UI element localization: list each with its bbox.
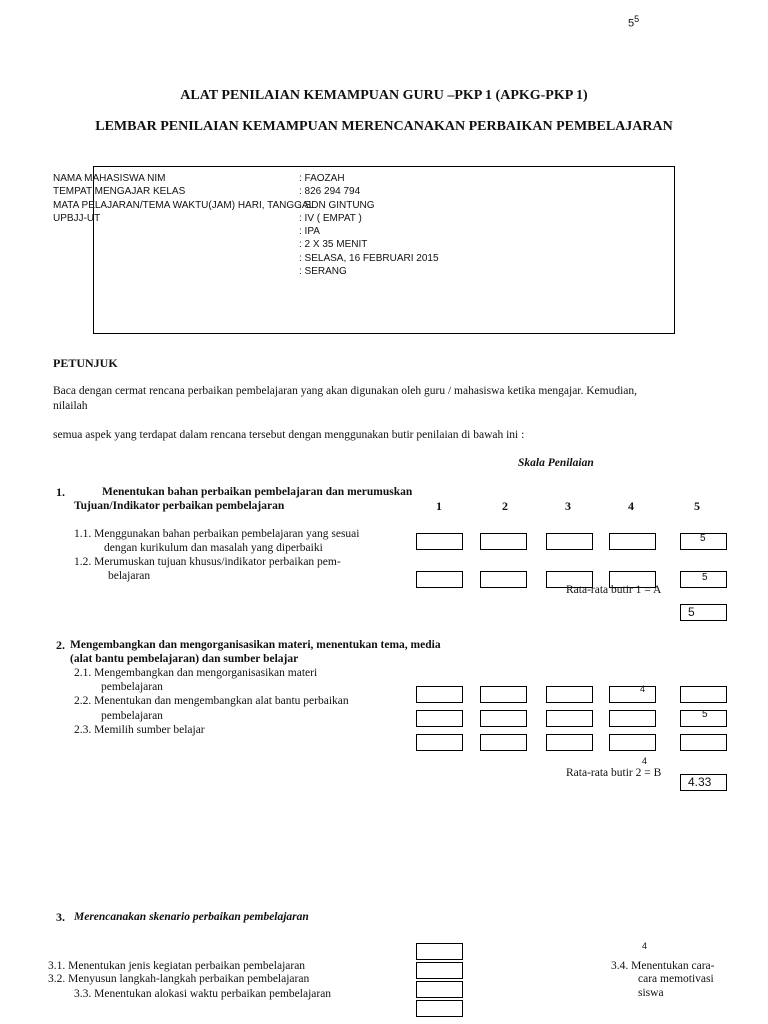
score-2-1: 4 <box>640 684 646 694</box>
identity-value: : 826 294 794 <box>299 186 361 198</box>
section-1-title: Menentukan bahan perbaikan pembelajaran dan merumuskan <box>102 486 413 498</box>
score-box-2-1-col2[interactable] <box>480 686 527 703</box>
identity-value: : IV ( EMPAT ) <box>299 212 362 224</box>
item-2-2-cont: pembelajaran <box>101 710 163 722</box>
section-2-title-cont: (alat bantu pembelajaran) dan sumber belajar <box>70 653 299 665</box>
scale-col-4: 4 <box>628 499 634 513</box>
item-2-1-cont: pembelajaran <box>101 681 163 693</box>
scale-col-3: 3 <box>565 499 571 513</box>
item-3-3: 3.3. Menentukan alokasi waktu perbaikan pembelajaran <box>74 988 332 1000</box>
instructions-line-3: semua aspek yang terdapat dalam rencana tersebut dengan menggunakan butir penilaian di bawah ini : <box>53 429 525 441</box>
item-1-1: 1.1. Menggunakan bahan perbaikan pembelajaran yang sesuai <box>74 528 360 540</box>
score-box-3-4[interactable] <box>416 1000 463 1017</box>
score-box-3-1[interactable] <box>416 943 463 960</box>
item-3-4-cont: cara memotivasi <box>638 973 714 985</box>
document-subtitle: LEMBAR PENILAIAN KEMAMPUAN MERENCANAKAN PERBAIKAN PEMBELAJARAN <box>95 119 673 134</box>
score-box-1-2-col1[interactable] <box>416 571 463 588</box>
section-3-number: 3. <box>56 910 65 924</box>
item-2-2: 2.2. Menentukan dan mengembangkan alat bantu perbaikan <box>74 695 349 707</box>
score-box-2-3-col5[interactable] <box>680 734 727 751</box>
item-3-2: 3.2. Menyusun langkah-langkah perbaikan pembelajaran <box>48 973 310 985</box>
identity-labels <box>53 172 314 225</box>
identity-label: TEMPAT MENGAJAR KELAS <box>53 186 186 198</box>
identity-value: : 2 X 35 MENIT <box>299 239 368 251</box>
page-number: $5^5$ <box>628 14 640 30</box>
score-box-2-1-col3[interactable] <box>546 686 593 703</box>
identity-label: UPBJJ-UT <box>53 212 101 224</box>
item-1-2: 1.2. Merumuskan tujuan khusus/indikator perbaikan pem- <box>74 556 341 568</box>
identity-values <box>299 172 439 278</box>
item-3-4-cont2: siswa <box>638 987 664 999</box>
scale-col-1: 1 <box>436 499 442 513</box>
item-1-2-cont: belajaran <box>108 570 151 582</box>
identity-value: : SDN GINTUNG <box>299 199 375 211</box>
identity-label: NAMA MAHASISWA NIM <box>53 173 166 184</box>
identity-label: MATA PELAJARAN/TEMA WAKTU(JAM) HARI, TANGGAL <box>53 199 315 211</box>
item-2-3: 2.3. Memilih sumber belajar <box>74 724 205 736</box>
scale-heading: Skala Penilaian <box>518 457 594 469</box>
section-3-title: Merencanakan skenario perbaikan pembelajaran <box>74 911 309 923</box>
average-1-value: 5 <box>680 604 727 621</box>
score-2-2: 5 <box>702 709 708 720</box>
score-1-2: 5 <box>702 572 708 583</box>
scale-col-2: 2 <box>502 499 508 513</box>
item-3-1: 3.1. Menentukan jenis kegiatan perbaikan pembelajaran <box>48 960 306 972</box>
score-box-2-2-col1[interactable] <box>416 710 463 727</box>
score-box-1-2-col2[interactable] <box>480 571 527 588</box>
average-1-label: Rata-rata butir 1 = A <box>566 584 662 596</box>
scale-col-5: 5 <box>694 499 700 513</box>
item-3-4: 3.4. Menentukan cara- <box>611 960 715 972</box>
page-number-superscript: 5 <box>634 14 640 24</box>
document-title: ALAT PENILAIAN KEMAMPUAN GURU –PKP 1 (APKG-PKP 1) <box>180 88 588 103</box>
score-box-1-1-col4[interactable] <box>609 533 656 550</box>
score-box-3-2[interactable] <box>416 962 463 979</box>
section-2-number: 2. <box>56 638 65 652</box>
identity-value: : SERANG <box>299 266 347 278</box>
identity-value: : FAOZAH <box>299 173 345 184</box>
identity-value: : SELASA, 16 FEBRUARI 2015 <box>299 252 439 264</box>
score-box-2-1-col4[interactable] <box>609 686 656 703</box>
score-box-2-1-col5[interactable] <box>680 686 727 703</box>
score-box-2-2-col2[interactable] <box>480 710 527 727</box>
score-box-2-2-col3[interactable] <box>546 710 593 727</box>
score-box-1-1-col2[interactable] <box>480 533 527 550</box>
score-box-2-1-col1[interactable] <box>416 686 463 703</box>
average-2-value: 4.33 <box>680 774 727 791</box>
score-box-2-3-col2[interactable] <box>480 734 527 751</box>
identity-value: : IPA <box>299 226 320 238</box>
item-1-1-cont: dengan kurikulum dan masalah yang diperbaiki <box>104 542 323 554</box>
section-2-title: Mengembangkan dan mengorganisasikan materi, menentukan tema, media <box>70 639 441 651</box>
score-3: 4 <box>642 941 648 951</box>
score-box-2-3-col1[interactable] <box>416 734 463 751</box>
score-1-1: 5 <box>700 533 706 544</box>
score-box-3-3[interactable] <box>416 981 463 998</box>
score-box-2-3-col3[interactable] <box>546 734 593 751</box>
score-box-1-1-col1[interactable] <box>416 533 463 550</box>
score-2-3: 4 <box>642 756 648 766</box>
average-2-label: Rata-rata butir 2 = B <box>566 767 662 779</box>
instructions-heading: PETUNJUK <box>53 356 118 370</box>
item-2-1: 2.1. Mengembangkan dan mengorganisasikan materi <box>74 667 318 679</box>
score-box-2-3-col4[interactable] <box>609 734 656 751</box>
instructions-line-2: nilailah <box>53 400 88 412</box>
section-1-number: 1. <box>56 485 65 499</box>
score-box-1-1-col3[interactable] <box>546 533 593 550</box>
instructions-line-1: Baca dengan cermat rencana perbaikan pembelajaran yang akan digunakan oleh guru / mahasiswa ketika mengajar. Kemudian, <box>53 385 638 397</box>
score-box-2-2-col4[interactable] <box>609 710 656 727</box>
section-1-title-cont: Tujuan/Indikator perbaikan pembelajaran <box>74 500 285 512</box>
